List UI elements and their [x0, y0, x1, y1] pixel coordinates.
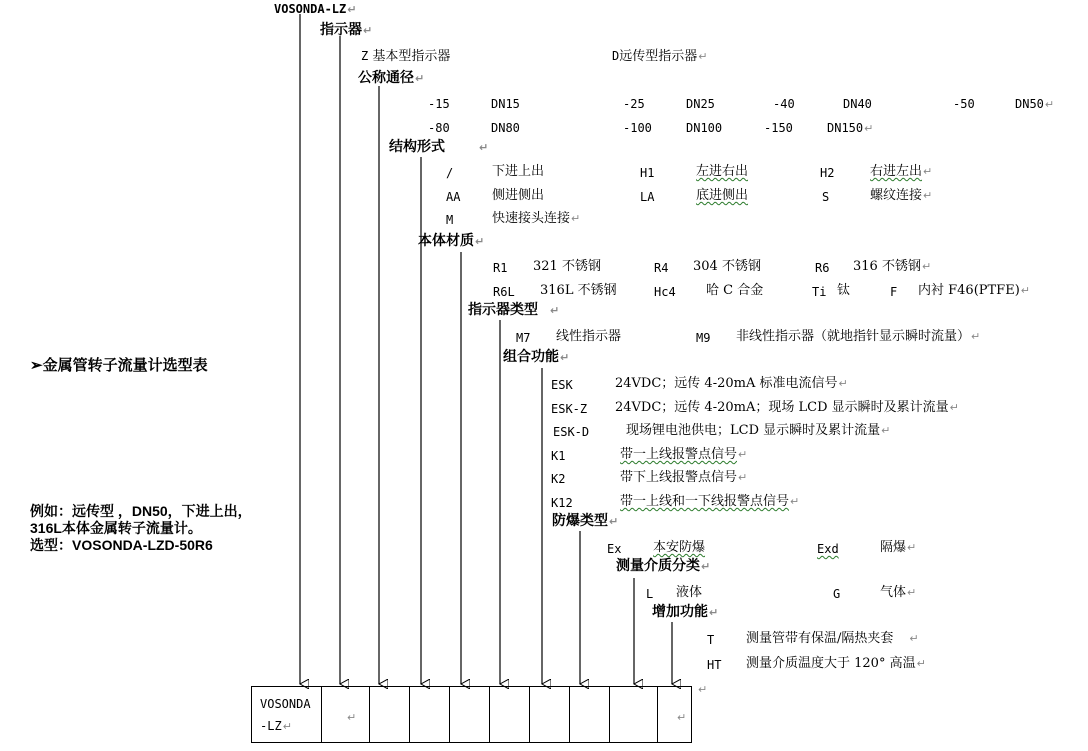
option-structure-desc: 侧进侧出: [492, 188, 545, 203]
section-additional-function: 增加功能↵: [652, 604, 719, 620]
option-additional-desc: 测量管带有保温/隔热夹套 ↵: [746, 631, 919, 646]
option-medium-desc: 液体: [676, 585, 703, 600]
option-structure-code: S: [822, 190, 830, 204]
option-structure-code: H1: [640, 166, 655, 180]
model-cell: [449, 686, 490, 743]
option-function-desc: 带一上线和一下线报警点信号↵: [620, 494, 800, 509]
option-function-code: ESK-Z: [551, 402, 588, 416]
option-structure-desc: 右进左出↵: [870, 164, 933, 179]
option-dn40-code: -40: [773, 97, 795, 111]
paragraph-mark: ↵: [698, 683, 708, 696]
option-function-code: K12: [551, 496, 573, 510]
option-medium-code: G: [833, 587, 841, 601]
option-indicator-type-code: M7: [516, 331, 531, 345]
option-function-desc: 24VDC；远传 4-20mA 标准电流信号↵: [615, 376, 848, 391]
option-explosion-code: Exd: [817, 542, 839, 556]
option-material-desc: 316L 不锈钢: [540, 283, 617, 298]
option-function-code: ESK-D: [553, 425, 590, 439]
option-additional-code: HT: [707, 658, 722, 672]
option-indicator-type-desc: 非线性指示器（就地指针显示瞬时流量）↵: [736, 329, 981, 344]
option-explosion-desc: 本安防爆: [653, 540, 706, 555]
option-material-desc: 316 不锈钢↵: [853, 259, 932, 274]
option-structure-desc: 底进侧出: [696, 188, 749, 203]
option-structure-desc: 左进右出: [696, 164, 749, 179]
model-cell: [529, 686, 570, 743]
option-material-code: R4: [654, 261, 669, 275]
model-cell: [609, 686, 658, 743]
example-model: 选型：VOSONDA-LZD-50R6: [30, 537, 213, 553]
option-structure-desc: 快速接头连接↵: [492, 211, 581, 226]
option-structure-desc: 下进上出: [492, 164, 545, 179]
option-dn100-code: -100: [623, 121, 652, 135]
option-structure-code: /: [446, 166, 454, 180]
option-structure-code: M: [446, 213, 454, 227]
option-structure-code: AA: [446, 190, 461, 204]
option-structure-code: H2: [820, 166, 835, 180]
section-body-material: 本体材质↵: [418, 233, 485, 249]
example-text: 例如：远传型 ，DN50，下进上出，316L本体金属转子流量计。 选型：VOSONDA-LZD-50R6: [30, 503, 252, 553]
option-dn100-desc: DN100: [686, 121, 723, 135]
section-combined-function: 组合功能↵: [503, 349, 570, 365]
section-indicator-type: 指示器类型 ↵: [468, 302, 560, 318]
option-dn25-code: -25: [623, 97, 645, 111]
option-medium-code: L: [646, 587, 654, 601]
model-cell: [369, 686, 410, 743]
section-indicator: 指示器↵: [320, 22, 373, 38]
option-indicator-d: D远传型指示器↵: [612, 49, 708, 64]
option-function-code: K1: [551, 449, 566, 463]
option-material-code: R1: [493, 261, 508, 275]
option-medium-desc: 气体↵: [880, 585, 917, 600]
bullet-arrow-icon: ➢: [30, 357, 43, 374]
model-cell: ↵: [657, 686, 692, 743]
model-cell-prefix: VOSONDA -LZ↵: [251, 686, 322, 743]
option-dn15-code: -15: [428, 97, 450, 111]
option-dn15-desc: DN15: [491, 97, 520, 111]
section-structure: 结构形式 ↵: [389, 139, 489, 155]
option-indicator-type-desc: 线性指示器: [556, 329, 622, 344]
model-cell: [489, 686, 530, 743]
option-material-code: F: [890, 285, 898, 299]
option-material-code: R6L: [493, 285, 515, 299]
model-cell: [409, 686, 450, 743]
option-material-code: Ti: [812, 285, 827, 299]
option-material-desc: 304 不锈钢: [693, 259, 761, 274]
option-function-desc: 带一上线报警点信号↵: [620, 447, 748, 462]
option-dn80-code: -80: [428, 121, 450, 135]
section-explosion-type: 防爆类型↵: [552, 513, 619, 529]
model-prefix: VOSONDA-LZ↵: [274, 2, 357, 16]
option-function-desc: 24VDC；远传 4-20mA；现场 LCD 显示瞬时及累计流量↵: [615, 400, 959, 415]
option-dn150-desc: DN150↵: [827, 121, 874, 135]
option-material-desc: 哈 C 合金: [706, 283, 764, 298]
option-function-code: ESK: [551, 378, 573, 392]
option-additional-code: T: [707, 633, 715, 647]
model-cell: [569, 686, 610, 743]
option-material-code: Hc4: [654, 285, 676, 299]
section-medium-type: 测量介质分类↵: [616, 558, 711, 574]
option-additional-desc: 测量介质温度大于 120° 高温↵: [746, 656, 926, 671]
option-dn50-desc: DN50↵: [1015, 97, 1055, 111]
option-material-desc: 钛: [837, 283, 851, 298]
option-dn40-desc: DN40: [843, 97, 872, 111]
option-indicator-z: Z 基本型指示器: [361, 49, 451, 64]
option-function-code: K2: [551, 472, 566, 486]
option-structure-code: LA: [640, 190, 655, 204]
option-dn25-desc: DN25: [686, 97, 715, 111]
option-function-desc: 带下上线报警点信号↵: [620, 470, 748, 485]
option-explosion-desc: 隔爆↵: [880, 540, 917, 555]
option-indicator-type-code: M9: [696, 331, 711, 345]
option-material-desc: 内衬 F46(PTFE)↵: [918, 283, 1030, 298]
option-dn150-code: -150: [764, 121, 793, 135]
option-structure-desc: 螺纹连接↵: [870, 188, 933, 203]
option-function-desc: 现场锂电池供电；LCD 显示瞬时及累计流量↵: [626, 423, 891, 438]
option-explosion-code: Ex: [607, 542, 622, 556]
option-material-desc: 321 不锈钢: [533, 259, 601, 274]
option-dn80-desc: DN80: [491, 121, 520, 135]
selection-table-title: ➢金属管转子流量计选型表: [30, 357, 208, 374]
option-material-code: R6: [815, 261, 830, 275]
model-cell: ↵: [321, 686, 370, 743]
option-dn50-code: -50: [953, 97, 975, 111]
section-nominal-diameter: 公称通径↵: [358, 70, 425, 86]
